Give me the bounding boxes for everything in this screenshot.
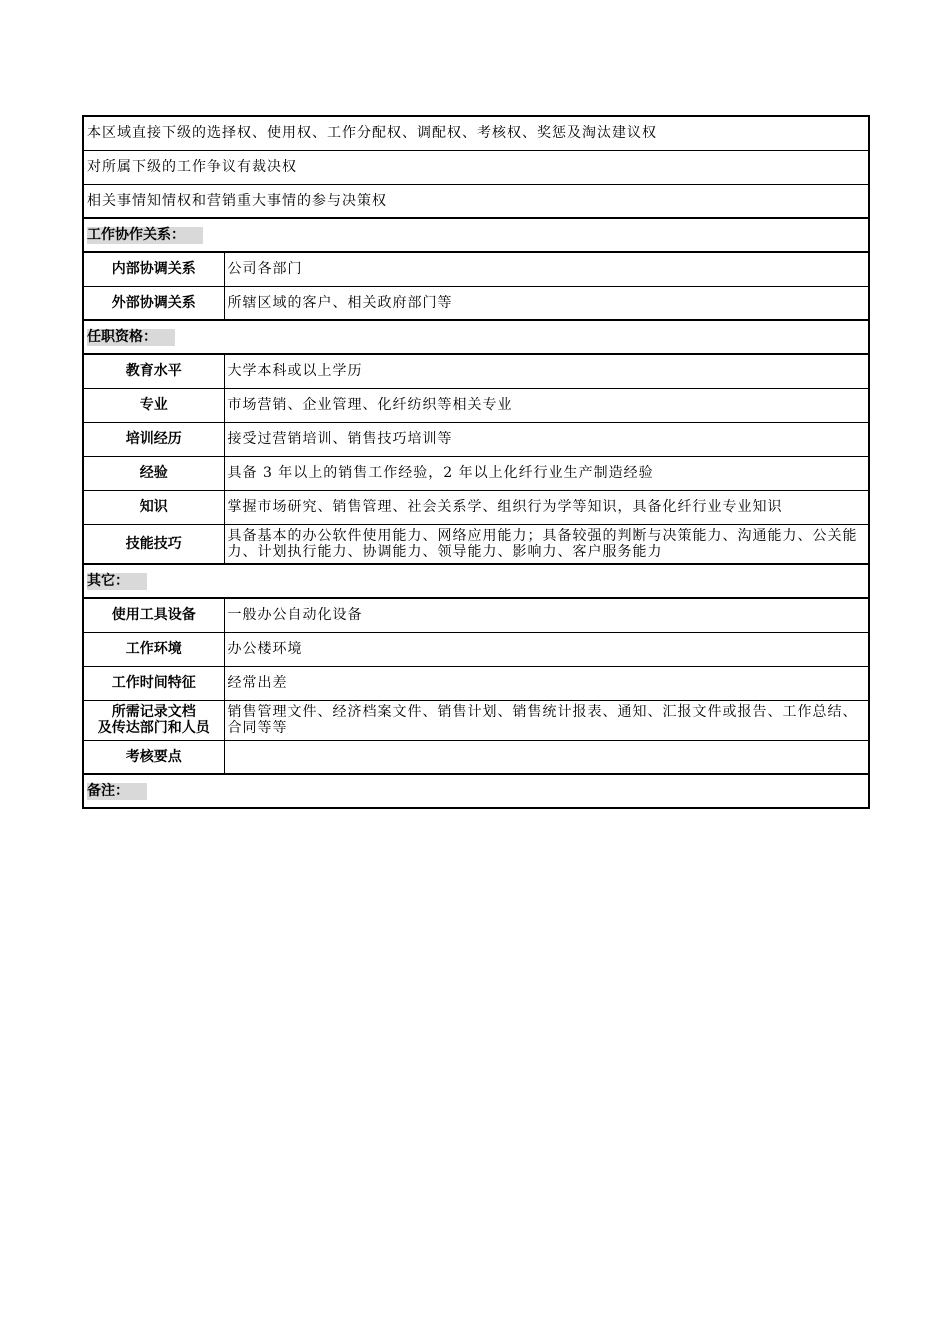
table-row: [83, 490, 869, 524]
section-header-other: [83, 564, 869, 598]
section-title: 任职资格：: [87, 329, 175, 346]
table-row: [83, 700, 869, 740]
row-label: 考核要点: [83, 740, 224, 774]
row-label: [83, 700, 224, 740]
table-row: [83, 666, 869, 700]
row-value: 具备 3 年以上的销售工作经验，2 年以上化纤行业生产制造经验: [224, 456, 869, 490]
rights-text: 本区域直接下级的选择权、使用权、工作分配权、调配权、考核权、奖惩及淘汰建议权: [83, 116, 869, 150]
row-label: 经验: [83, 456, 224, 490]
row-label: 知识: [83, 490, 224, 524]
row-value: 所辖区域的客户、相关政府部门等: [224, 286, 869, 320]
row-value: [224, 740, 869, 774]
table-row: [83, 456, 869, 490]
row-label: 内部协调关系: [83, 252, 224, 286]
table-row: [83, 632, 869, 666]
section-header-cooperation: [83, 218, 869, 252]
row-value: 办公楼环境: [224, 632, 869, 666]
section-title: 其它：: [87, 573, 147, 590]
table-row: [83, 388, 869, 422]
row-value: 经常出差: [224, 666, 869, 700]
row-value: 具备基本的办公软件使用能力、网络应用能力；具备较强的判断与决策能力、沟通能力、公关能力、计划执行能力、协调能力、领导能力、影响力、客户服务能力: [224, 524, 869, 564]
row-label-line: 及传达部门和人员: [97, 720, 210, 736]
table-row: [83, 598, 869, 632]
row-label: 工作环境: [83, 632, 224, 666]
row-value: 大学本科或以上学历: [224, 354, 869, 388]
section-header-qualifications: [83, 320, 869, 354]
rights-row: [83, 150, 869, 184]
rights-text: 对所属下级的工作争议有裁决权: [83, 150, 869, 184]
section-header-remarks: [83, 774, 869, 808]
table-row: [83, 524, 869, 564]
table-row: [83, 252, 869, 286]
row-label: 工作时间特征: [83, 666, 224, 700]
row-label: 教育水平: [83, 354, 224, 388]
row-label: 专业: [83, 388, 224, 422]
row-value: 接受过营销培训、销售技巧培训等: [224, 422, 869, 456]
table-row: [83, 740, 869, 774]
table-row: [83, 422, 869, 456]
row-label: 外部协调关系: [83, 286, 224, 320]
rights-row: [83, 116, 869, 150]
row-value: 一般办公自动化设备: [224, 598, 869, 632]
row-value: 掌握市场研究、销售管理、社会关系学、组织行为学等知识，具备化纤行业专业知识: [224, 490, 869, 524]
rights-row: [83, 184, 869, 218]
section-title: 工作协作关系：: [87, 227, 203, 244]
row-label: 使用工具设备: [83, 598, 224, 632]
row-label-line: 所需记录文档: [111, 704, 196, 720]
row-label: 技能技巧: [83, 524, 224, 564]
row-value: 销售管理文件、经济档案文件、销售计划、销售统计报表、通知、汇报文件或报告、工作总结、合同等等: [224, 700, 869, 740]
job-description-table: [82, 115, 870, 809]
rights-text: 相关事情知情权和营销重大事情的参与决策权: [83, 184, 869, 218]
row-label: 培训经历: [83, 422, 224, 456]
row-value: 市场营销、企业管理、化纤纺织等相关专业: [224, 388, 869, 422]
section-title: 备注：: [87, 783, 147, 800]
row-value: 公司各部门: [224, 252, 869, 286]
table-row: [83, 354, 869, 388]
table-row: [83, 286, 869, 320]
